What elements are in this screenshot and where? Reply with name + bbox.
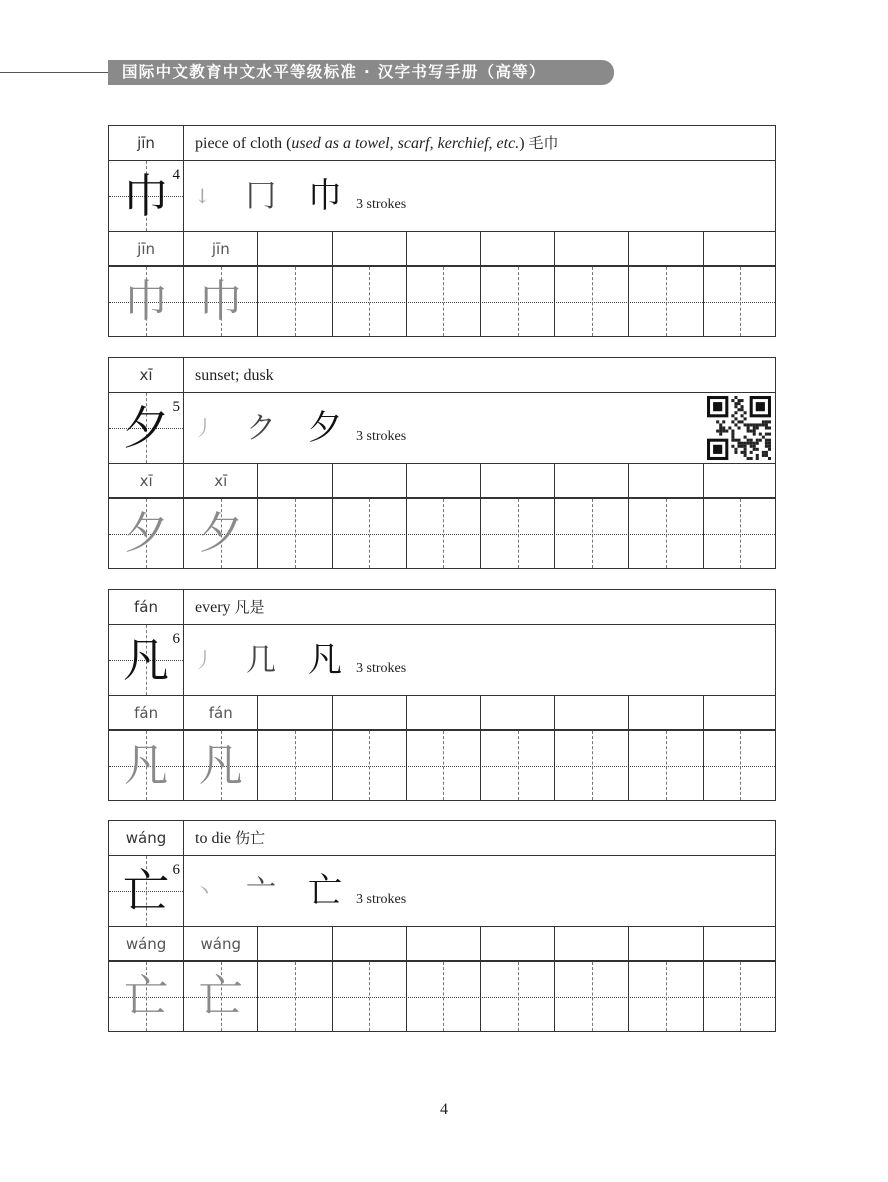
example-word: 凡是: [234, 598, 265, 616]
practice-cell[interactable]: [554, 499, 628, 568]
pinyin-blank-cell[interactable]: [703, 927, 777, 960]
practice-cell[interactable]: [703, 962, 777, 1031]
practice-cell[interactable]: [406, 731, 480, 800]
meaning: [183, 126, 775, 160]
model-character-cell: [109, 625, 183, 695]
guide-line: [740, 499, 741, 568]
guide-line: [518, 731, 519, 800]
pinyin-blank-cell[interactable]: [406, 464, 480, 497]
pinyin-blank-cell[interactable]: [406, 696, 480, 729]
model-character: 亡: [123, 864, 169, 918]
character-number: 4: [172, 167, 180, 183]
guide-line: [443, 962, 444, 1031]
stroke-step: 几: [246, 643, 276, 678]
practice-cell[interactable]: [703, 267, 777, 336]
guide-line: [295, 962, 296, 1031]
pinyin-blank-cell[interactable]: [332, 464, 406, 497]
practice-cell[interactable]: [257, 962, 331, 1031]
pinyin-blank-cell[interactable]: [703, 696, 777, 729]
character-entry: [108, 589, 776, 801]
practice-cell[interactable]: [257, 499, 331, 568]
guide-line: [518, 962, 519, 1031]
model-character-cell: [109, 856, 183, 926]
pinyin-blank-cell[interactable]: [480, 232, 554, 265]
trace-cell: [183, 962, 257, 1031]
pinyin-blank-cell[interactable]: [628, 464, 702, 497]
pinyin-blank-cell[interactable]: [332, 696, 406, 729]
guide-line: [592, 499, 593, 568]
guide-line: [295, 731, 296, 800]
stroke-step: 亡: [308, 871, 342, 911]
writing-practice-row: [109, 267, 775, 336]
pinyin-blank-cell[interactable]: [628, 927, 702, 960]
pinyin-label: wáng: [125, 829, 167, 847]
pinyin-blank-cell[interactable]: [257, 927, 331, 960]
pinyin-blank-cell[interactable]: [703, 232, 777, 265]
writing-practice-row: [109, 499, 775, 568]
trace-character: 巾: [124, 276, 169, 327]
trace-cell: [109, 962, 183, 1031]
practice-cell[interactable]: [628, 267, 702, 336]
pinyin-blank-cell[interactable]: [628, 232, 702, 265]
character-number: 5: [172, 399, 180, 415]
qr-code[interactable]: [707, 396, 771, 460]
stroke-step: ク: [246, 411, 276, 446]
guide-line: [369, 499, 370, 568]
strokes-count: 3 strokes: [356, 661, 407, 676]
meaning-text: piece of cloth (: [195, 135, 292, 152]
trace-character: 巾: [198, 276, 243, 327]
trace-character: 凡: [124, 740, 169, 791]
pinyin-label: jīn: [137, 134, 155, 152]
stroke-step: ↓: [194, 184, 211, 208]
practice-cell[interactable]: [628, 962, 702, 1031]
header-banner: 国际中文教育中文水平等级标准 · 汉字书写手册（高等）: [108, 60, 614, 85]
guide-line: [295, 499, 296, 568]
pinyin-practice-row: [109, 696, 775, 731]
guide-line: [666, 499, 667, 568]
meaning-text: to die: [195, 830, 231, 847]
character-number: 6: [172, 631, 180, 647]
guide-line: [666, 731, 667, 800]
practice-cell[interactable]: [628, 499, 702, 568]
pinyin-trace: wáng: [125, 935, 167, 953]
trace-cell: [109, 267, 183, 336]
practice-cell[interactable]: [554, 962, 628, 1031]
meaning-italic: used as a towel, scarf, kerchief, etc.: [291, 135, 520, 152]
pinyin-trace: fán: [134, 704, 159, 722]
pinyin-blank-cell[interactable]: [554, 464, 628, 497]
pinyin-trace: wáng: [183, 927, 257, 960]
pinyin-blank-cell[interactable]: [257, 464, 331, 497]
model-character: 凡: [123, 633, 169, 687]
pinyin-trace: jīn: [183, 232, 257, 265]
guide-line: [443, 731, 444, 800]
guide-line: [369, 962, 370, 1031]
pinyin-practice-row: [109, 464, 775, 499]
stroke-order-cell: [183, 625, 775, 695]
practice-cell[interactable]: [554, 731, 628, 800]
trace-character: 夕: [124, 508, 169, 559]
entry-header-row: [109, 821, 775, 856]
guide-line: [295, 267, 296, 336]
model-character-cell: [109, 161, 183, 231]
stroke-step: 亠: [246, 874, 276, 909]
practice-cell[interactable]: [480, 267, 554, 336]
pinyin-blank-cell[interactable]: [554, 232, 628, 265]
practice-cell[interactable]: [480, 962, 554, 1031]
pinyin-blank-cell[interactable]: [332, 232, 406, 265]
guide-line: [740, 962, 741, 1031]
example-word: 毛巾: [528, 134, 559, 152]
meaning-close: ): [519, 135, 525, 152]
pinyin-blank-cell[interactable]: [406, 927, 480, 960]
pinyin-blank-cell[interactable]: [628, 696, 702, 729]
trace-character: 亡: [124, 971, 169, 1022]
writing-practice-row: [109, 731, 775, 800]
model-character: 夕: [123, 401, 169, 455]
pinyin-blank-cell[interactable]: [554, 696, 628, 729]
stroke-order-cell: [183, 393, 775, 463]
stroke-step: 夕: [308, 408, 342, 448]
guide-line: [740, 267, 741, 336]
pinyin-blank-cell[interactable]: [332, 927, 406, 960]
guide-line: [592, 962, 593, 1031]
stroke-order-row: [109, 625, 775, 696]
trace-character: 夕: [198, 508, 243, 559]
model-character: 巾: [123, 169, 169, 223]
meaning: [183, 590, 775, 624]
strokes-count: 3 strokes: [356, 429, 407, 444]
strokes-count: 3 strokes: [356, 892, 407, 907]
practice-cell[interactable]: [332, 962, 406, 1031]
pinyin-blank-cell[interactable]: [554, 927, 628, 960]
practice-cell[interactable]: [406, 499, 480, 568]
trace-character: 亡: [198, 971, 243, 1022]
pinyin-blank-cell[interactable]: [480, 927, 554, 960]
example-word: 伤亡: [235, 829, 266, 847]
strokes-count: 3 strokes: [356, 197, 407, 212]
practice-cell[interactable]: [703, 499, 777, 568]
stroke-order-row: [109, 856, 775, 927]
pinyin-practice-row: [109, 927, 775, 962]
practice-cell[interactable]: [332, 267, 406, 336]
practice-cell[interactable]: [332, 499, 406, 568]
meaning-text: sunset; dusk: [195, 367, 274, 384]
pinyin-blank-cell[interactable]: [480, 464, 554, 497]
guide-line: [369, 267, 370, 336]
trace-cell: [183, 267, 257, 336]
practice-cell[interactable]: [406, 962, 480, 1031]
meaning-text: every: [195, 599, 231, 616]
trace-cell: [183, 499, 257, 568]
stroke-order-cell: [183, 161, 775, 231]
practice-cell[interactable]: [480, 731, 554, 800]
pinyin-trace: xī: [139, 472, 153, 490]
pinyin-label: xī: [139, 366, 153, 384]
guide-line: [518, 267, 519, 336]
meaning: [183, 358, 775, 392]
stroke-order-row: [109, 393, 775, 464]
character-entry: [108, 125, 776, 337]
guide-line: [592, 267, 593, 336]
guide-line: [443, 499, 444, 568]
pinyin-trace: xī: [183, 464, 257, 497]
header-rule: [0, 72, 110, 73]
pinyin-practice-row: [109, 232, 775, 267]
trace-cell: [109, 499, 183, 568]
stroke-order-row: [109, 161, 775, 232]
character-entry: [108, 357, 776, 569]
guide-line: [443, 267, 444, 336]
guide-line: [369, 731, 370, 800]
trace-cell: [109, 731, 183, 800]
trace-cell: [183, 731, 257, 800]
stroke-step: 凡: [308, 640, 342, 680]
stroke-step: 巾: [308, 176, 342, 216]
guide-line: [666, 962, 667, 1031]
stroke-step: 丿: [194, 648, 214, 672]
entry-header-row: [109, 590, 775, 625]
entry-header-row: [109, 126, 775, 161]
writing-practice-row: [109, 962, 775, 1031]
pinyin-trace: jīn: [137, 240, 156, 258]
practice-cell[interactable]: [332, 731, 406, 800]
practice-cell[interactable]: [628, 731, 702, 800]
pinyin-blank-cell[interactable]: [703, 464, 777, 497]
practice-cell[interactable]: [703, 731, 777, 800]
entry-header-row: [109, 358, 775, 393]
practice-cell[interactable]: [406, 267, 480, 336]
pinyin-blank-cell[interactable]: [257, 232, 331, 265]
practice-cell[interactable]: [257, 267, 331, 336]
pinyin-trace: fán: [183, 696, 257, 729]
guide-line: [518, 499, 519, 568]
character-entry: [108, 820, 776, 1032]
page-number: 4: [440, 1101, 448, 1118]
character-number: 6: [172, 862, 180, 878]
guide-line: [592, 731, 593, 800]
practice-cell[interactable]: [257, 731, 331, 800]
guide-line: [666, 267, 667, 336]
pinyin-blank-cell[interactable]: [257, 696, 331, 729]
stroke-step: 丶: [194, 879, 214, 903]
stroke-step: 丿: [194, 416, 214, 440]
stroke-step: 冂: [246, 179, 276, 214]
guide-line: [740, 731, 741, 800]
meaning: [183, 821, 775, 855]
practice-cell[interactable]: [554, 267, 628, 336]
model-character-cell: [109, 393, 183, 463]
pinyin-blank-cell[interactable]: [406, 232, 480, 265]
trace-character: 凡: [198, 740, 243, 791]
stroke-order-cell: [183, 856, 775, 926]
pinyin-blank-cell[interactable]: [480, 696, 554, 729]
pinyin-label: fán: [134, 598, 158, 616]
practice-cell[interactable]: [480, 499, 554, 568]
